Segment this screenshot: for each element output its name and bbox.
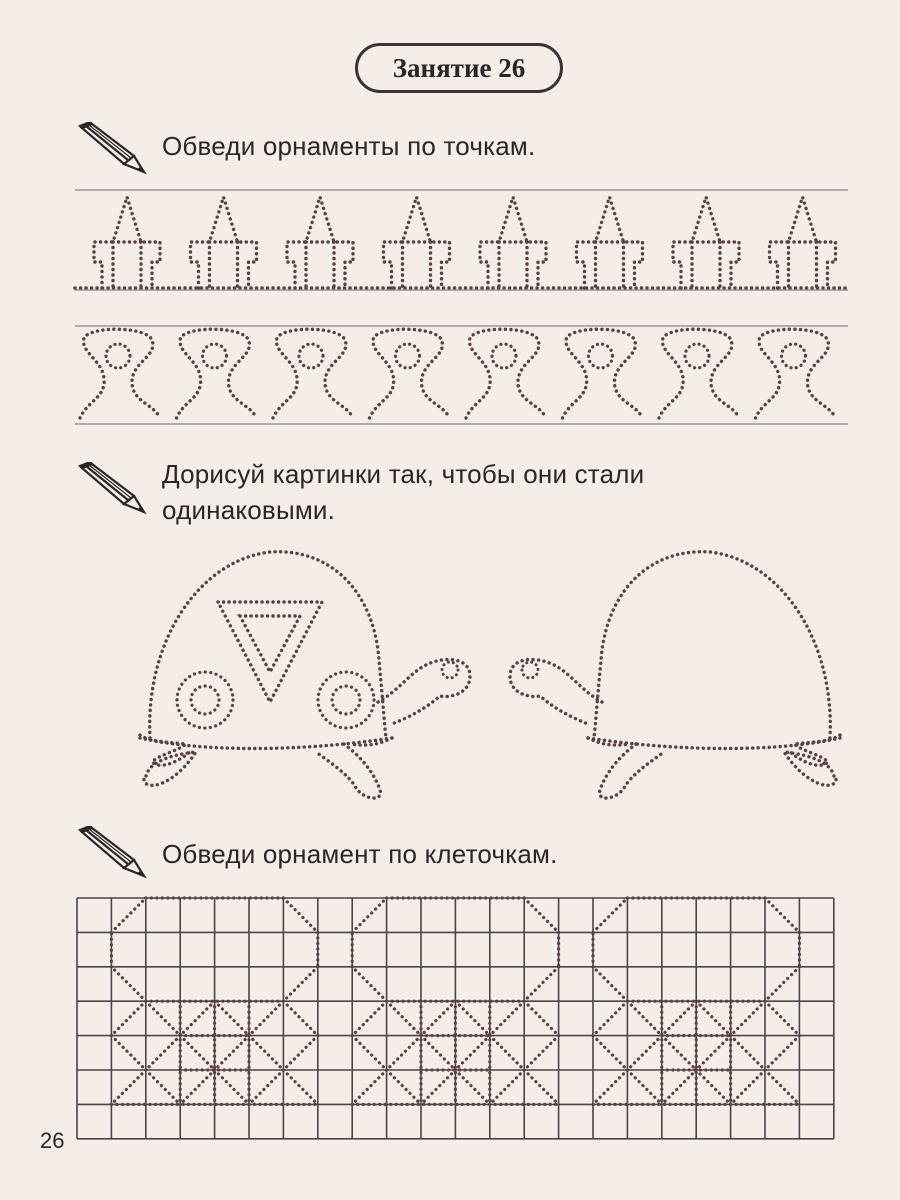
task-1-text: Обведи орнаменты по точкам. xyxy=(162,131,536,161)
dotted-turtle-complete[interactable] xyxy=(140,552,470,798)
page-number: 26 xyxy=(40,1128,65,1153)
dotted-turtle-incomplete[interactable] xyxy=(510,552,840,798)
dotted-loop-ornament[interactable] xyxy=(80,329,836,418)
task-3-text: Обведи орнамент по клеточкам. xyxy=(162,839,558,869)
guide-lines xyxy=(75,190,848,424)
dotted-arrow-ornament[interactable] xyxy=(75,197,848,288)
lesson-title: Занятие 26 xyxy=(355,43,563,93)
task-2-text-line2: одинаковыми. xyxy=(162,495,336,525)
task-2-text-line1: Дорисуй картинки так, чтобы они стали xyxy=(162,459,645,489)
